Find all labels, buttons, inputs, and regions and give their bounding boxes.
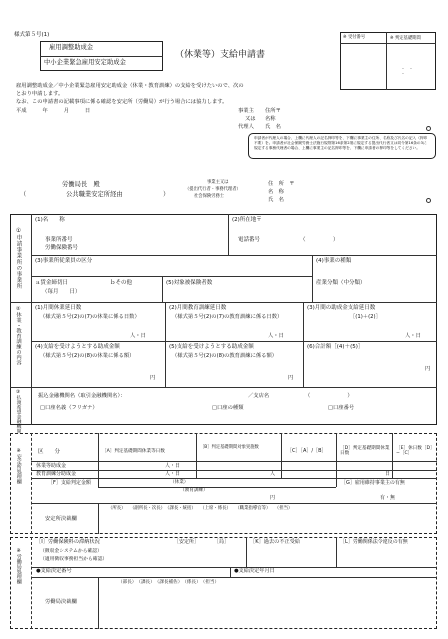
name-label: 名称 (265, 116, 276, 122)
l-label: ［L］労働関係法令違反の有無 (340, 539, 408, 545)
leave-amount-sub: （様式第５号(2)の(8)の休業に係る額） (40, 353, 135, 359)
intro-line2: とおり申請します。 (16, 91, 64, 97)
subsidy-line2: 中小企業緊急雇用安定助成金 (44, 59, 126, 66)
notice-text: 申請者が代理人の場合、上欄に代理人の記名押印等を、下欄に事業主の住所、名称及び氏名の記入（押印不要）を。申請者が社会保険労務士法施行規則第16条第2項に規定する提出代行者又は同令第16条の3に規定する事務代理者の場合、上欄に事業主の記名押印等を、下欄に申請者の押印等をしてください。 (254, 136, 428, 150)
bureau-approval-cols: （部長） （課長） （課長補佐） （係長） （担当） (118, 580, 220, 585)
phone-paren: （ ） (300, 237, 339, 243)
seal-mark-icon (426, 126, 431, 131)
f-training: （教育訓練） (180, 488, 208, 493)
target-count-label: (5)対象被保険者数 (166, 280, 213, 286)
rep-label: 代理人 (238, 124, 254, 130)
bureau-mark: ［局］ (214, 539, 230, 545)
leave-amount-unit: 円 (150, 375, 156, 381)
branch-label: ／支店名 (248, 393, 270, 399)
decision-date-label: ●支給決定年月日 (234, 568, 275, 574)
owner-label-2: 事業主又は (207, 180, 229, 185)
g-mu: 有・無 (380, 495, 396, 501)
section2-heading: ②休業・教育訓練の内容 (15, 306, 22, 365)
f-leave: （休業） (170, 480, 189, 485)
agent-address: 住 所 〒 (268, 181, 295, 187)
row-training-subsidy: 教育訓練分助成金 (36, 471, 77, 477)
account-type-label: □口座の種類 (212, 405, 244, 411)
industry-label: (4)事業の種類 (316, 258, 352, 264)
col-a: ［A］判定基礎期間休業等日数 (102, 449, 165, 454)
row1-unit: 人・日 (165, 463, 181, 469)
row2-unit: 人・日 (165, 471, 181, 477)
col-e: ［E］休日数［D］−［C］ (396, 446, 435, 457)
f-yen: 円 (270, 495, 276, 501)
paren-close: ） (163, 191, 170, 198)
col-d: ［D］判定基礎期間休業日数 (340, 446, 390, 457)
section5-heading: ※労働局処理欄 (15, 548, 22, 584)
row-leave-subsidy: 休業等助成金 (36, 463, 67, 469)
total-days-title: (3)月間の助成金支給延日数 (307, 305, 376, 311)
col-b: ［B］判定基礎期間対象実施数 (200, 445, 259, 450)
office-mark: ［安定所］ (174, 539, 200, 545)
office-approval-cols: （所長） （副所長・次長） （課長・統括） （上席・係長） （職業指導官等） （担当） (108, 506, 293, 511)
training-days-sub: （様式第５号(2)の(7)の教育訓練に係る日数） (172, 314, 283, 320)
seal-mark-icon (426, 198, 431, 203)
training-days-unit: 人・日 (268, 333, 284, 339)
office-address-label: (2)所在地〒 (232, 217, 262, 223)
wage-close-c: （毎月 日） (42, 289, 81, 295)
col-c: ［C］［A］/［B］ (287, 448, 327, 454)
section1-heading: ①申請事業所の事業所 (15, 228, 22, 290)
agent-name: 名 称 (268, 189, 284, 195)
decision-period-label: ※ 判定基礎期間 (390, 36, 421, 41)
training-amount-unit: 円 (288, 375, 294, 381)
wage-close-a: ａ賃金締切日 (35, 280, 69, 286)
receipt-number-label: ※ 受付番号 (343, 35, 366, 40)
branch-paren: （ ） (305, 393, 353, 399)
office-number-label: 事業所番号 (45, 237, 73, 243)
i-label: ［I］労働保険料の滞納状況 (36, 539, 100, 545)
agent-person: 氏 名 (268, 197, 284, 203)
total-amount-unit: 円 (425, 366, 431, 372)
page-title: （休業等）支給申請書 (175, 50, 266, 60)
office-approval-label: 安定所決裁欄 (45, 516, 77, 522)
bureau-director: 労働局長 殿 (62, 181, 100, 188)
row2-day: 日 (385, 471, 391, 477)
form-number: 様式第５号(1) (14, 32, 50, 38)
or-label: 又は (245, 116, 256, 122)
training-amount-title: (5)支給を受けようとする助成金額 (169, 344, 254, 350)
leave-amount-title: (4)支給を受けようとする助成金額 (35, 344, 120, 350)
section4-heading: ※安定所処理欄 (15, 448, 22, 484)
employee-class-label: (3)事業所従業員の区分 (35, 258, 93, 264)
account-number-label: □口座番号 (328, 405, 355, 411)
date-line: 平成 年 月 日 (16, 108, 91, 114)
i-sub2: （適用徴収事務担当から確認） (40, 557, 108, 562)
leave-days-unit: 人・日 (130, 333, 146, 339)
leave-days-sub: （様式第５号(2)の(7)の休業に係る日数） (40, 314, 140, 320)
g-label: ［G］雇用維持事業主の有無 (341, 480, 405, 486)
rep-name-label: 氏 名 (265, 124, 281, 130)
f-label: ［F］支給判定金額 (48, 480, 91, 486)
address-label: 住所〒 (265, 108, 281, 114)
row2-person: 人 (270, 471, 276, 477)
decision-dots: ・ ・ ・ (401, 66, 413, 76)
decision-number-label: ●支給決定番号 (36, 568, 72, 574)
total-days-sub: ［(1)＋(2)］ (350, 314, 381, 320)
employment-office: 公共職業安定所経由 (66, 191, 123, 198)
total-amount-title: (6)合計額［(4)＋(5)］ (307, 344, 364, 350)
total-days-unit: 人・日 (405, 333, 421, 339)
paren-open: （ (20, 191, 27, 198)
account-name-label: □口座名義（フリガナ） (40, 405, 98, 411)
bank-label: 振込金融機関名（取引金融機関名）： (38, 393, 126, 399)
subsidy-line1: 雇用調整助成金 (49, 44, 94, 51)
agent-label: （提出代行者・事務代理者） (185, 187, 241, 192)
intro-line1: 雇用調整助成金／中小企業緊急雇用安定助成金（休業・教育訓練）の支給を受けたいので、次の (16, 83, 244, 89)
intro-line3: なお、この申請書の記載事項に係る確認を安定所（労働局）が行う場合には協力します。 (16, 99, 228, 105)
training-days-title: (2)月間教育訓練延日数 (169, 305, 227, 311)
industry-sub-label: 産業分類（中分類） (316, 280, 366, 286)
section3-heading: ③払渡希望金融機関 (15, 390, 21, 434)
owner-label: 事業主 (238, 108, 254, 114)
leave-days-title: (1)月間休業延日数 (35, 305, 82, 311)
bureau-approval-label: 労働局決裁欄 (45, 599, 77, 605)
col-kubun: 区 分 (38, 449, 61, 455)
office-name-label: (1)名 称 (35, 217, 65, 223)
training-amount-sub: （様式第５号(2)の(8)の教育訓練に係る額） (172, 353, 278, 359)
phone-label: 電話番号 (238, 237, 261, 243)
k-label: ［K］過去の不正受給 (250, 539, 301, 545)
insurance-number-label: 労働保険番号 (45, 245, 79, 251)
i-sub1: （徴収金システムから確認） (40, 549, 102, 554)
wage-close-b: ｂその他 (110, 280, 133, 286)
sharoushi-label: 社会保険労務士 (194, 194, 225, 199)
